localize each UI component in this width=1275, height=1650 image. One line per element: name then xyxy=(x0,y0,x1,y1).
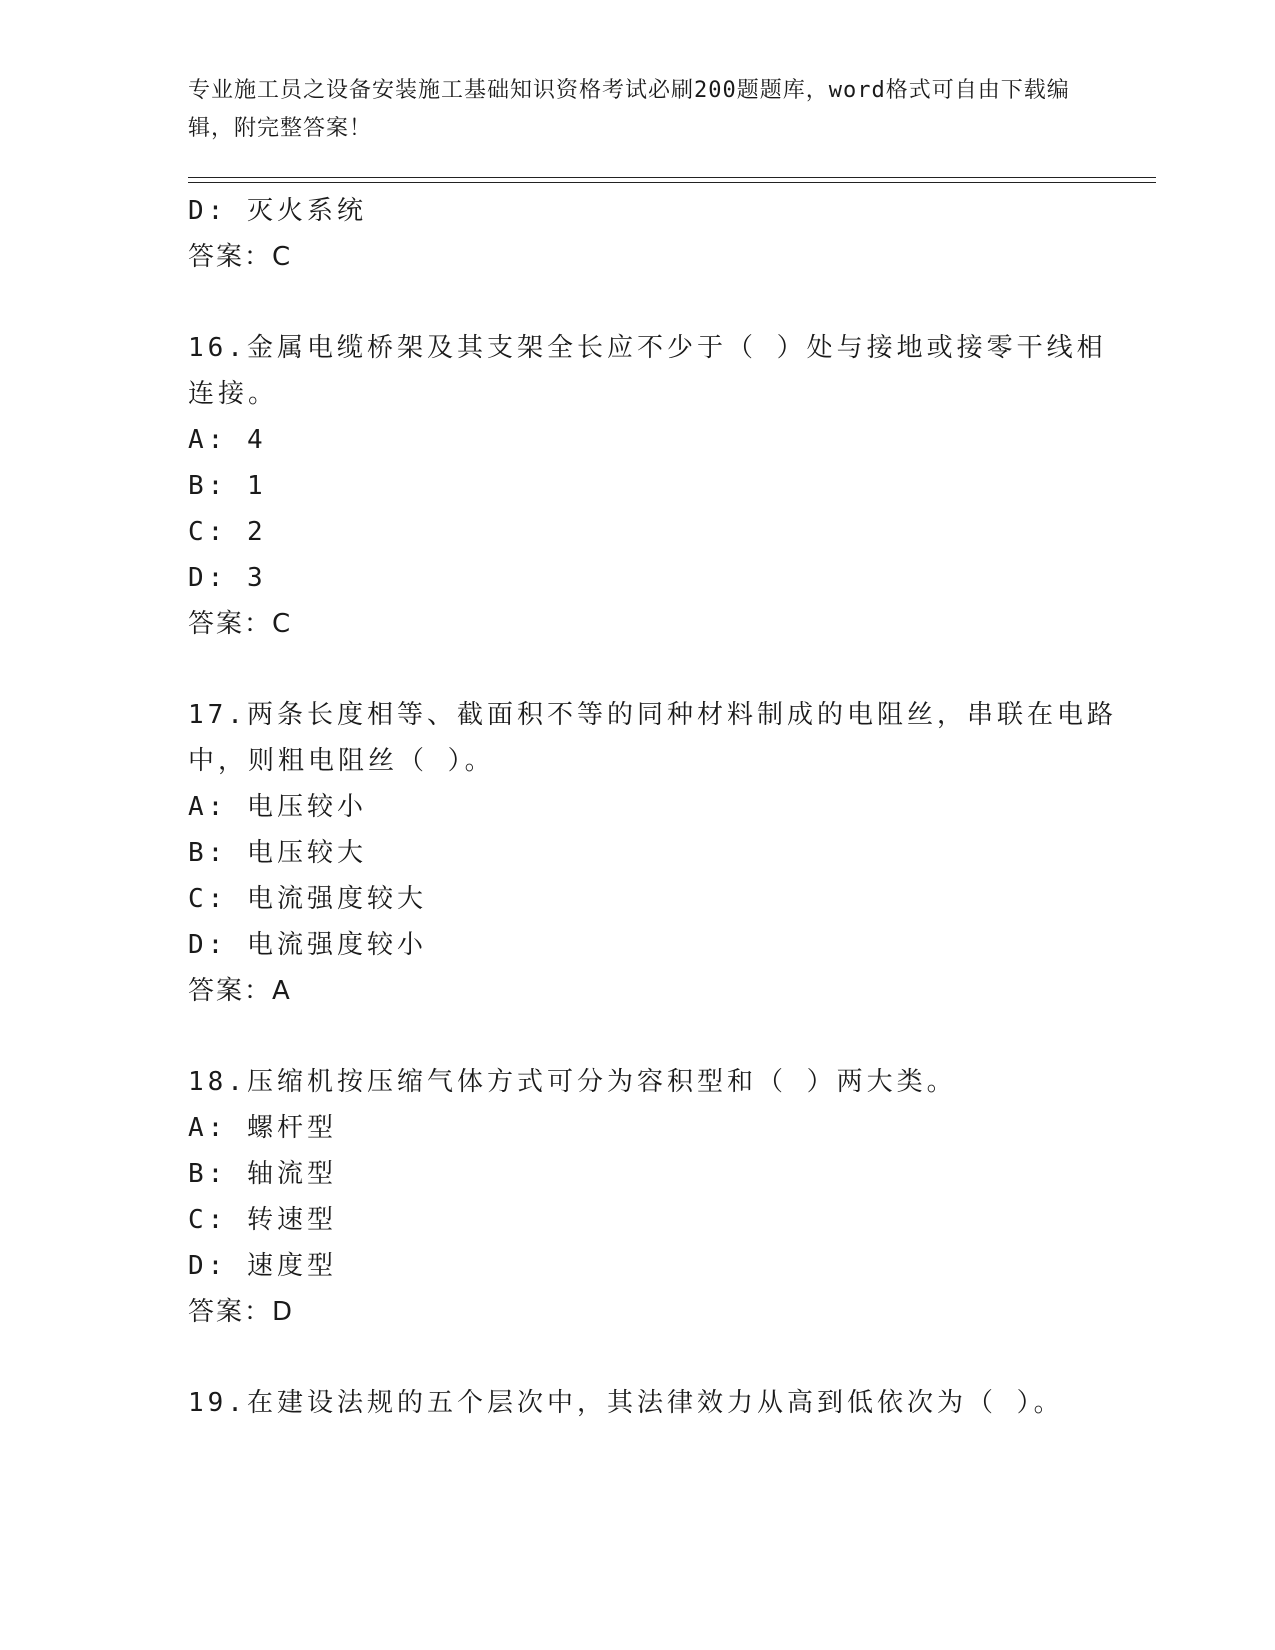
option-d: D: 灭火系统 xyxy=(188,196,367,226)
option-a: A: 电压较小 xyxy=(188,792,367,822)
option-b: B: 轴流型 xyxy=(188,1159,337,1189)
question-stem-continued: 连接。 xyxy=(188,379,279,409)
option-c: C: 电流强度较大 xyxy=(188,884,427,914)
question-stem: 16.金属电缆桥架及其支架全长应不少于（ ）处与接地或接零干线相 xyxy=(188,333,1107,363)
question-stem: 17.两条长度相等、截面积不等的同种材料制成的电阻丝，串联在电路 xyxy=(188,700,1117,730)
option-d: D: 电流强度较小 xyxy=(188,930,427,960)
question-19 xyxy=(188,1380,1088,1426)
option-d: D: 3 xyxy=(188,563,267,593)
question-list xyxy=(188,188,1117,1426)
option-b: B: 1 xyxy=(188,471,267,501)
option-c: C: 2 xyxy=(188,517,267,547)
question-18 xyxy=(188,1059,1088,1335)
option-d: D: 速度型 xyxy=(188,1251,337,1281)
question-stem-continued: 中，则粗电阻丝（ ）。 xyxy=(188,746,495,776)
question-17 xyxy=(188,692,1117,1014)
question-stem: 18.压缩机按压缩气体方式可分为容积型和（ ）两大类。 xyxy=(188,1067,957,1097)
question-16 xyxy=(188,325,1107,647)
option-b: B: 电压较大 xyxy=(188,838,367,868)
header-rule-top xyxy=(188,177,1156,178)
option-a: A: 螺杆型 xyxy=(188,1113,337,1143)
answer-line: 答案：C xyxy=(188,609,293,639)
question-stem: 19.在建设法规的五个层次中，其法律效力从高到低依次为（ ）。 xyxy=(188,1388,1064,1418)
answer-line: 答案：D xyxy=(188,1297,295,1327)
option-c: C: 转速型 xyxy=(188,1205,337,1235)
answer-line: 答案：A xyxy=(188,976,292,1006)
answer-line: 答案：C xyxy=(188,242,293,272)
option-a: A: 4 xyxy=(188,425,267,455)
header-rule-bottom xyxy=(188,182,1156,183)
document-header: 专业施工员之设备安装施工基础知识资格考试必刷200题题库，word格式可自由下载编辑，附完整答案！ xyxy=(188,78,1070,141)
